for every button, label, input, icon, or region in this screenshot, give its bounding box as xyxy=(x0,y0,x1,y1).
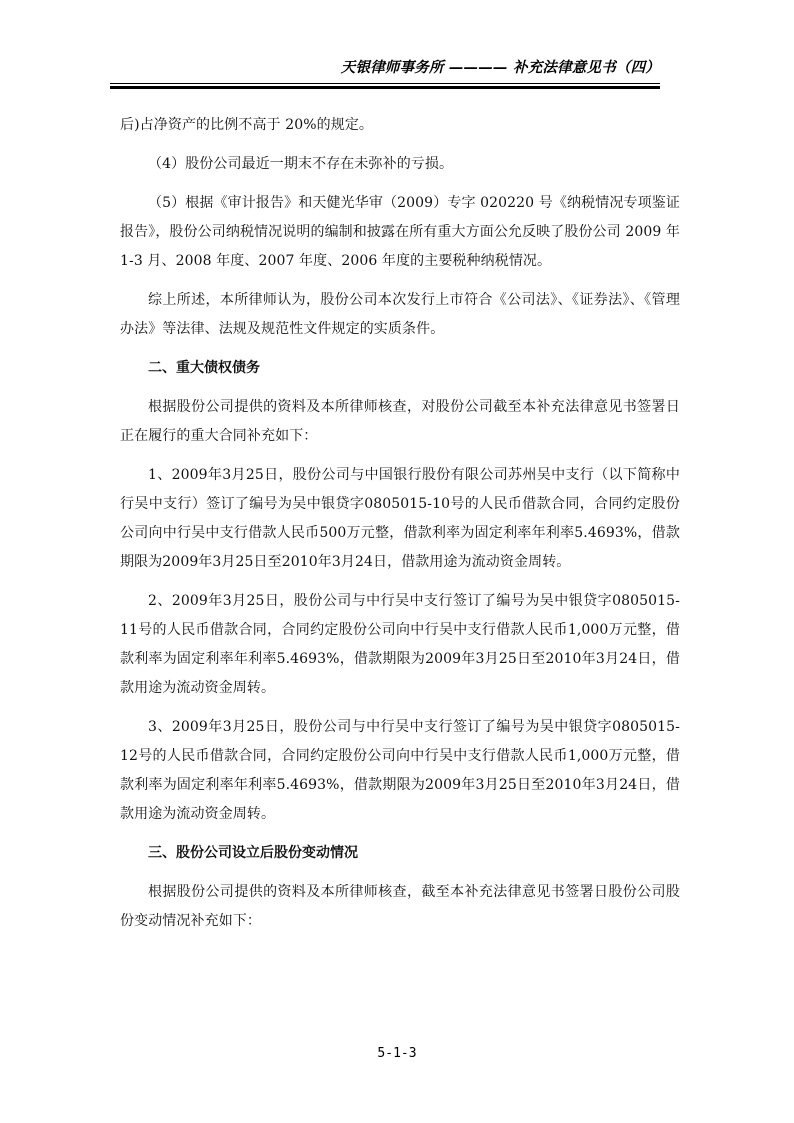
paragraph-debts-intro: 根据股份公司提供的资料及本所律师核查，对股份公司截至本补充法律意见书签署日正在履行的重大合同补充如下： xyxy=(120,399,680,444)
paragraph-contract-3: 3、2009年3月25日，股份公司与中行吴中支行签订了编号为吴中银贷字0805015-12号的人民币借款合同，合同约定股份公司向中行吴中支行借款人民币1,000万元整，借款利率为固定利率年利率5.4693%，借款期限为2009年3月25日至2010年3月24日，借款用途为流动资金周转。 xyxy=(120,719,680,822)
paragraph-share-changes-intro: 根据股份公司提供的资料及本所律师核查，截至本补充法律意见书签署日股份公司股份变动情况补充如下： xyxy=(120,884,680,929)
header-rule-thick xyxy=(110,86,660,89)
page-header xyxy=(110,56,660,96)
paragraph-item-4: （4）股份公司最近一期末不存在未弥补的亏损。 xyxy=(148,156,454,172)
page-number: 5-1-3 xyxy=(377,1046,417,1061)
paragraph-continuation: 后)占净资产的比例不高于 20%的规定。 xyxy=(120,117,374,133)
header-rule-thin xyxy=(110,83,660,84)
header-title: 天银律师事务所 ———— 补充法律意见书（四） xyxy=(340,60,660,76)
paragraph-contract-2: 2、2009年3月25日，股份公司与中行吴中支行签订了编号为吴中银贷字0805015-11号的人民币借款合同，合同约定股份公司向中行吴中支行借款人民币1,000万元整，借款利率为固定利率年利率5.4693%，借款期限为2009年3月25日至2010年3月24日，借款用途为流动资金周转。 xyxy=(120,593,680,696)
paragraph-conclusion: 综上所述，本所律师认为，股份公司本次发行上市符合《公司法》、《证券法》、《管理办法》等法律、法规及规范性文件规定的实质条件。 xyxy=(120,292,680,337)
section-heading-share-changes: 三、股份公司设立后股份变动情况 xyxy=(148,845,358,861)
paragraph-contract-1: 1、2009年3月25日，股份公司与中国银行股份有限公司苏州吴中支行（以下简称中行吴中支行）签订了编号为吴中银贷字0805015-10号的人民币借款合同，合同约定股份公司向中行吴中支行借款人民币500万元整，借款利率为固定利率年利率5.4693%，借款期限为2009年3月25日至2010年3月24日，借款用途为流动资金周转。 xyxy=(120,467,680,570)
paragraph-item-5: （5）根据《审计报告》和天健光华审（2009）专字 020220 号《纳税情况专项鉴证报告》，股份公司纳税情况说明的编制和披露在所有重大方面公允反映了股份公司 2009 年 1-3 月、2008 年度、2007 年度、2006 年度的主要税种纳税情况。 xyxy=(120,195,680,269)
section-heading-debts: 二、重大债权债务 xyxy=(148,360,260,376)
document-body xyxy=(120,111,680,946)
